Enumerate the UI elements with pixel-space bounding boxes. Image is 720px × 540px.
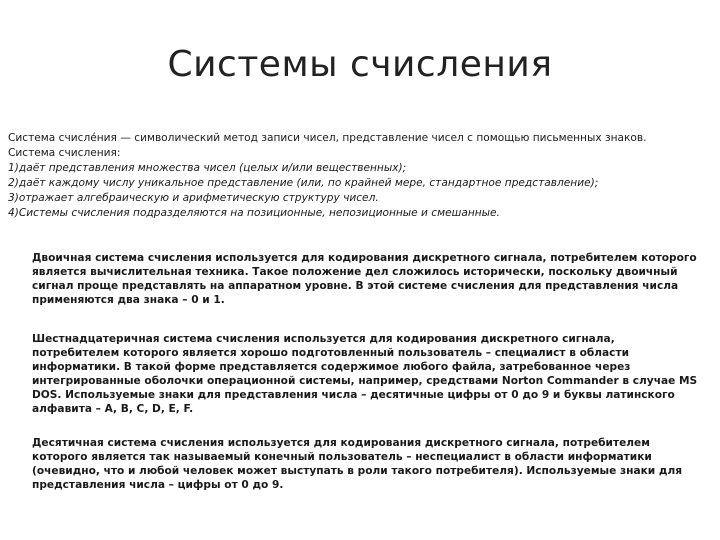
list-item-2: 2)даёт каждому числу уникальное представление (или, по крайней мере, стандартное представление);: [8, 177, 599, 189]
decimal-system-paragraph: Десятичная система счисления используется для кодирования дискретного сигнала, потребителем которого является так называемый конечный пользователь – неспециалист в области информатики (очевидно, что и любой человек может выступать в роли такого потребителя). Используемые знаки для представления числа – цифры от 0 до 9.: [32, 437, 683, 491]
list-item-4: 4)Системы счисления подразделяются на позиционные, непозиционные и смешанные.: [8, 207, 500, 219]
binary-system-paragraph: Двоичная система счисления используется для кодирования дискретного сигнала, потребителем которого является вычислительная техника. Такое положение дел сложилось исторически, поскольку двоичный сигнал проще представлять на аппаратном уровне. В этой системе счисления для представления числа применяются два знака – 0 и 1.: [32, 252, 697, 306]
list-item-3: 3)отражает алгебраическую и арифметическую структуру чисел.: [8, 192, 379, 204]
list-item-1: 1)даёт представления множества чисел (целых и/или вещественных);: [8, 162, 407, 174]
intro-block: [8, 131, 714, 221]
definition-text: Система счисле́ния — символический метод записи чисел, представление чисел с помощью письменных знаков.: [8, 132, 647, 144]
slide-title: Системы счисления: [167, 44, 553, 85]
hex-system-paragraph: Шестнадцатеричная система счисления используется для кодирования дискретного сигнала, потребителем которого является хорошо подготовленный пользователь – специалист в области информатики. В такой форме представляется содержимое любого файла, затребованное через интегрированные оболочки операционной системы, например, средствами Norton Commander в случае MS DOS. Используемые знаки для представления числа – десятичные цифры от 0 до 9 и буквы латинского алфавита – A, B, C, D, E, F.: [32, 333, 698, 415]
list-heading: Система счисления:: [8, 147, 121, 159]
